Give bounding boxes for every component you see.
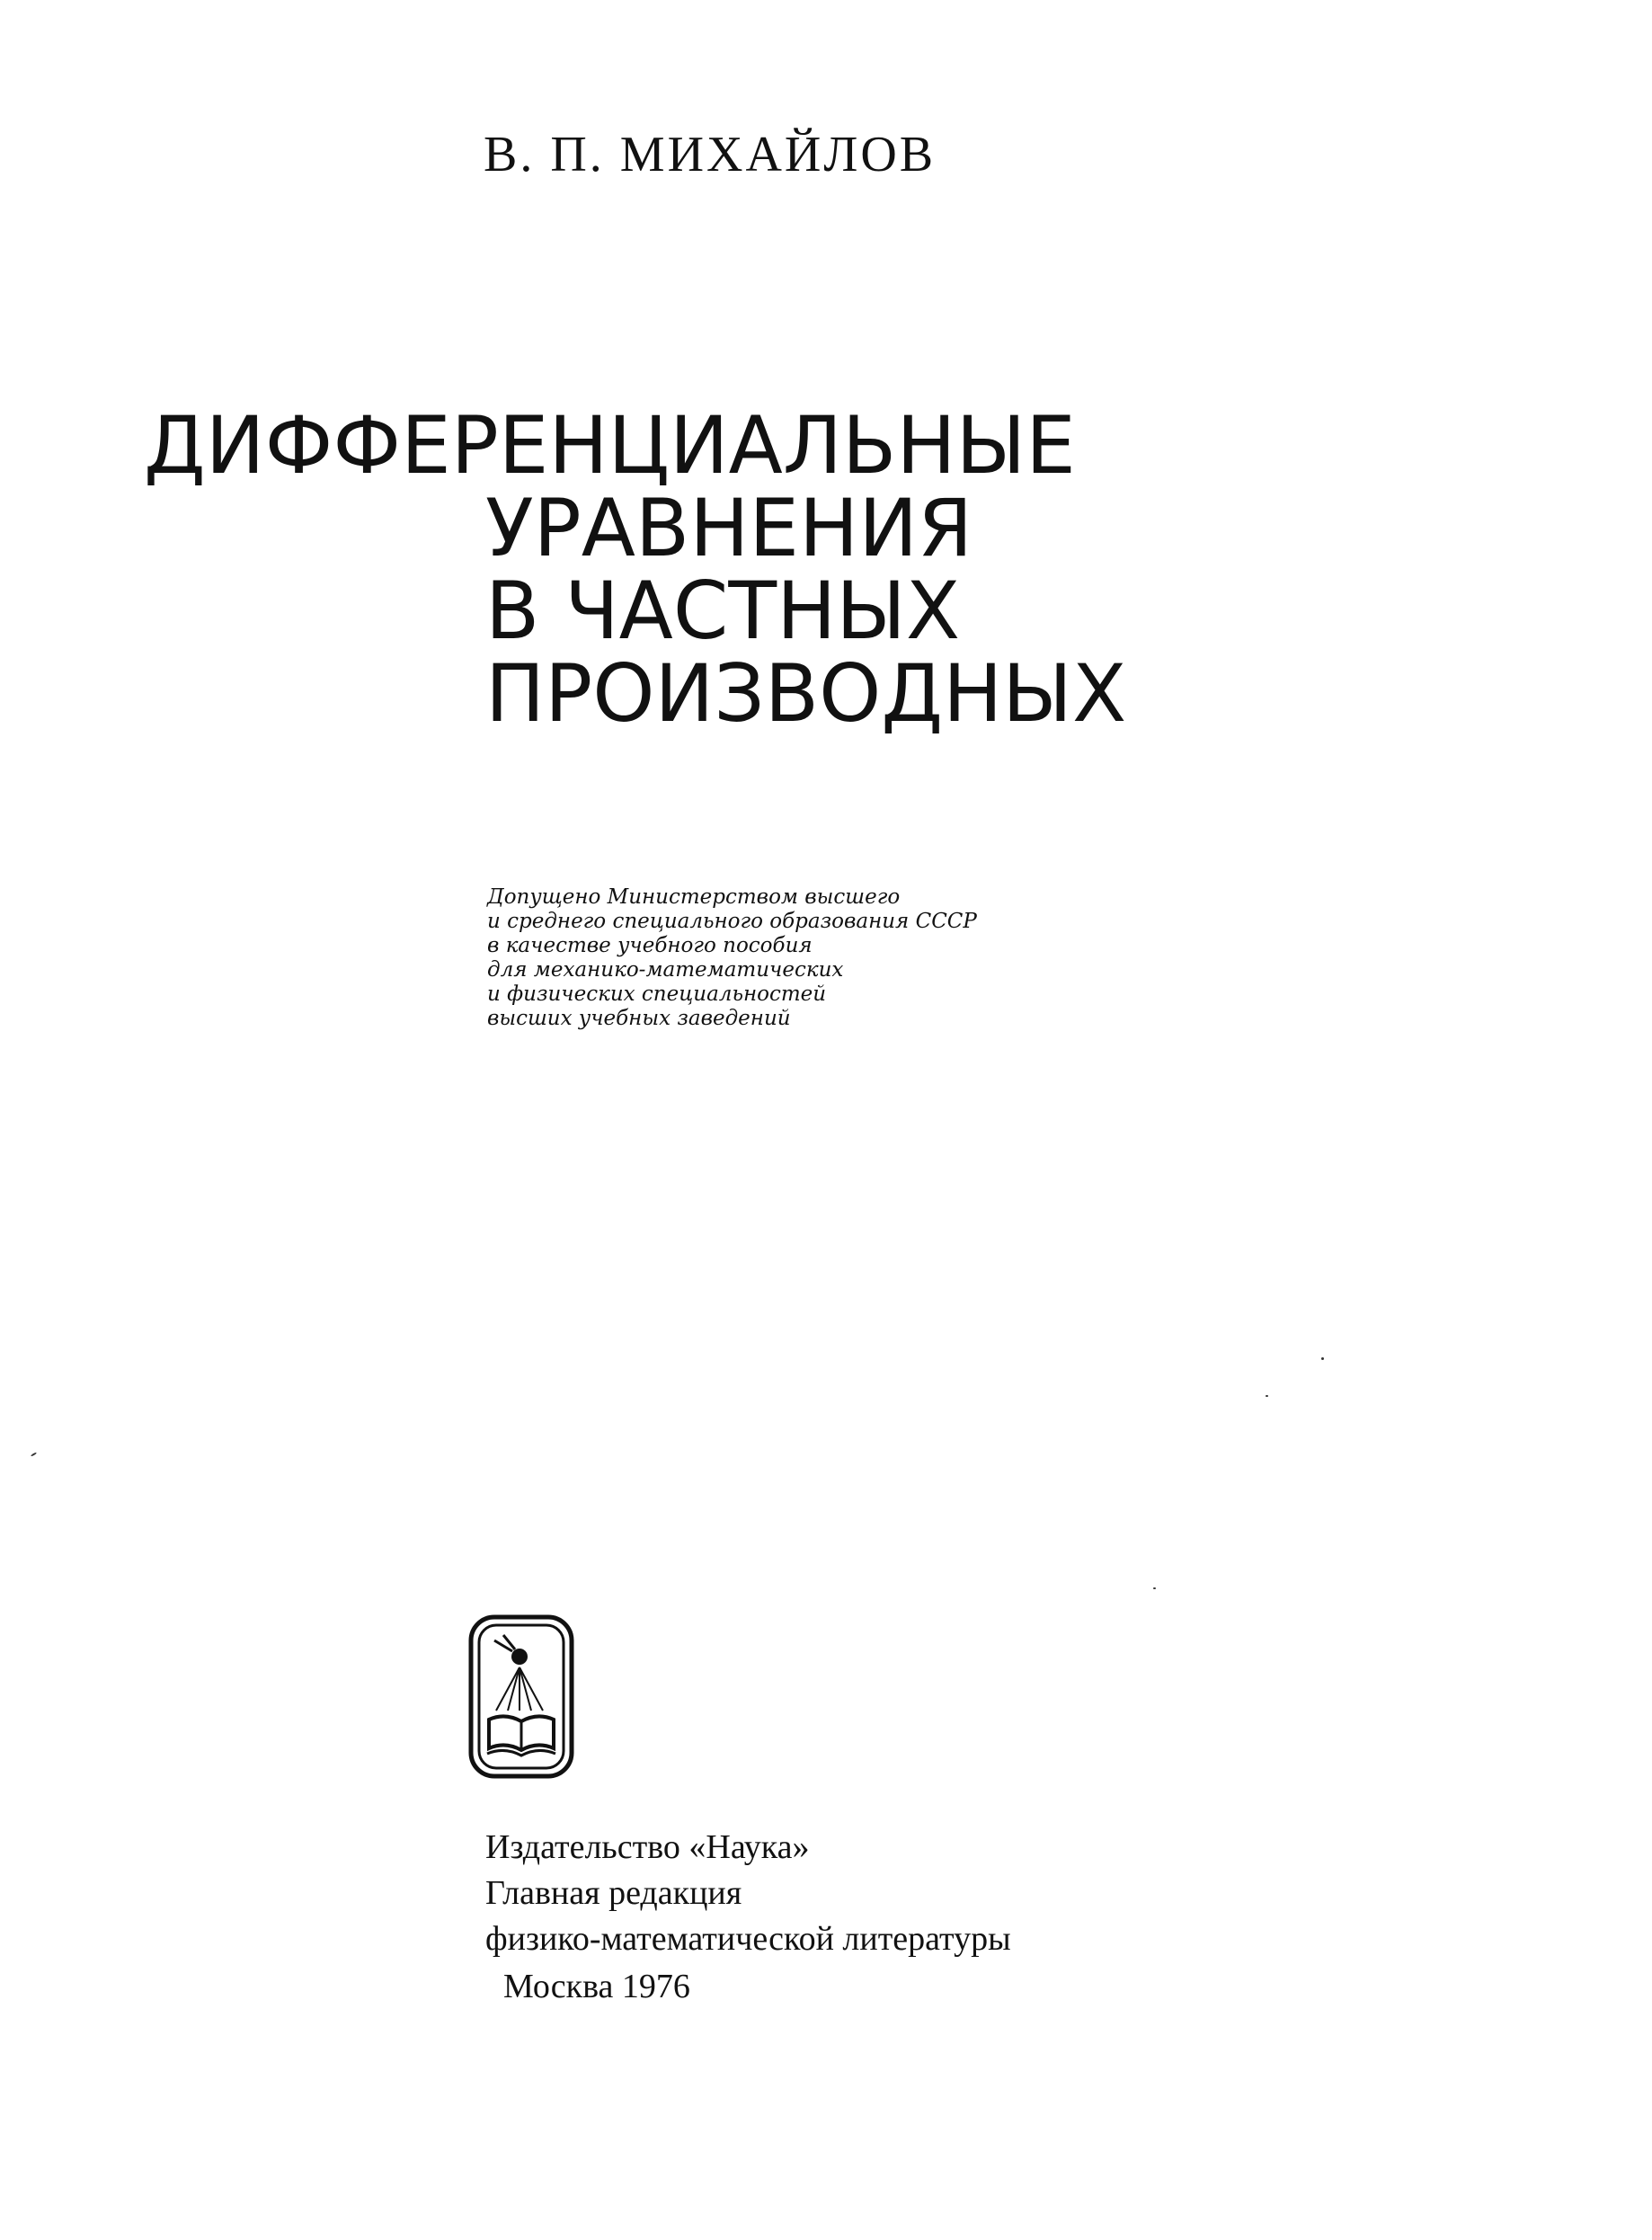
publisher-division: Главная редакция xyxy=(485,1874,742,1912)
scan-speck xyxy=(31,1452,37,1456)
title-line: В ЧАСТНЫХ xyxy=(485,564,961,657)
approval-line: для механико-математических xyxy=(487,958,844,982)
title-line: УРАВНЕНИЯ xyxy=(485,482,973,574)
scan-speck xyxy=(1266,1395,1268,1397)
approval-line: Допущено Министерством высшего xyxy=(487,885,901,909)
title-line: ДИФФЕРЕНЦИАЛЬНЫЕ xyxy=(144,399,1076,492)
scan-speck xyxy=(1153,1587,1156,1589)
publisher-department: физико-математической литературы xyxy=(485,1920,1011,1958)
scan-speck xyxy=(1321,1357,1324,1360)
author-name: В. П. МИХАЙЛОВ xyxy=(484,127,937,182)
title-line: ПРОИЗВОДНЫХ xyxy=(485,647,1127,740)
approval-line: в качестве учебного пособия xyxy=(487,934,813,957)
publisher-emblem-icon xyxy=(467,1613,575,1780)
approval-line: высших учебных заведений xyxy=(487,1007,791,1030)
approval-line: и среднего специального образования СССР xyxy=(487,910,977,933)
publisher-block xyxy=(485,1825,1011,2010)
approval-notice xyxy=(487,885,977,1031)
publisher-name: Издательство «Наука» xyxy=(485,1828,810,1866)
approval-line: и физических специальностей xyxy=(487,982,827,1006)
book-title xyxy=(144,399,1127,740)
publication-city-year: Москва 1976 xyxy=(503,1968,690,2005)
